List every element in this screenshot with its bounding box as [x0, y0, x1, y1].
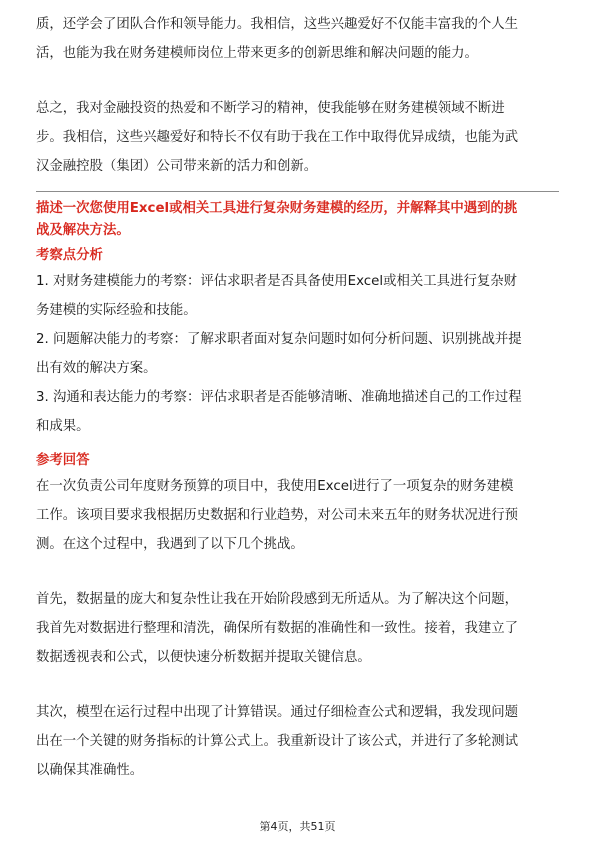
text-line: 3. 沟通和表达能力的考察：评估求职者是否能够清晰、准确地描述自己的工作过程	[36, 390, 522, 405]
question-line: 描述一次您使用Excel或相关工具进行复杂财务建模的经历，并解释其中遇到的挑	[36, 201, 518, 216]
text-line: 步。我相信，这些兴趣爱好和特长不仅有助于我在工作中取得优异成绩，也能为武	[36, 130, 519, 145]
text-line: 总之，我对金融投资的热爱和不断学习的精神，使我能够在财务建模领域不断进	[36, 101, 505, 116]
analysis-item-2	[36, 325, 559, 383]
text-line: 汉金融控股（集团）公司带来新的活力和创新。	[36, 159, 318, 174]
text-line: 测。在这个过程中，我遇到了以下几个挑战。	[36, 537, 304, 552]
text-line: 1. 对财务建模能力的考察：评估求职者是否具备使用Excel或相关工具进行复杂财	[36, 274, 518, 289]
section-divider	[36, 191, 559, 192]
text-line: 质，还学会了团队合作和领导能力。我相信，这些兴趣爱好不仅能丰富我的个人生	[36, 17, 519, 32]
text-line: 在一次负责公司年度财务预算的项目中，我使用Excel进行了一项复杂的财务建模	[36, 479, 514, 494]
text-line: 出在一个关键的财务指标的计算公式上。我重新设计了该公式，并进行了多轮测试	[36, 734, 519, 749]
text-line: 以确保其准确性。	[36, 763, 144, 778]
question-line: 战及解决方法。	[36, 223, 130, 238]
text-line: 出有效的解决方案。	[36, 361, 157, 376]
answer-paragraph-3	[36, 698, 559, 785]
answer-title: 参考回答	[36, 453, 90, 468]
analysis-item-1	[36, 267, 559, 325]
text-line: 数据透视表和公式，以便快速分析数据并提取关键信息。	[36, 650, 371, 665]
intro-paragraph-2	[36, 94, 559, 181]
paragraph-gap	[36, 559, 559, 585]
text-line: 活，也能为我在财务建模师岗位上带来更多的创新思维和解决问题的能力。	[36, 46, 478, 61]
text-line: 2. 问题解决能力的考察：了解求职者面对复杂问题时如何分析问题、识别挑战并提	[36, 332, 522, 347]
answer-paragraph-2	[36, 585, 559, 672]
answer-paragraph-1	[36, 472, 559, 559]
paragraph-gap	[36, 672, 559, 698]
paragraph-gap	[36, 68, 559, 94]
text-line: 我首先对数据进行整理和清洗，确保所有数据的准确性和一致性。接着，我建立了	[36, 621, 519, 636]
text-line: 其次，模型在运行过程中出现了计算错误。通过仔细检查公式和逻辑，我发现问题	[36, 705, 519, 720]
section-gap	[36, 441, 559, 447]
analysis-title: 考察点分析	[36, 248, 103, 263]
text-line: 工作。该项目要求我根据历史数据和行业趋势，对公司未来五年的财务状况进行预	[36, 508, 519, 523]
text-line: 务建模的实际经验和技能。	[36, 303, 197, 318]
analysis-item-3	[36, 383, 559, 441]
interview-question	[36, 198, 559, 242]
intro-paragraph-1	[36, 10, 559, 68]
text-line: 首先，数据量的庞大和复杂性让我在开始阶段感到无所适从。为了解决这个问题，	[36, 592, 519, 607]
document-page	[36, 10, 559, 785]
page-number: 第4页，共51页	[259, 820, 336, 833]
text-line: 和成果。	[36, 419, 90, 434]
